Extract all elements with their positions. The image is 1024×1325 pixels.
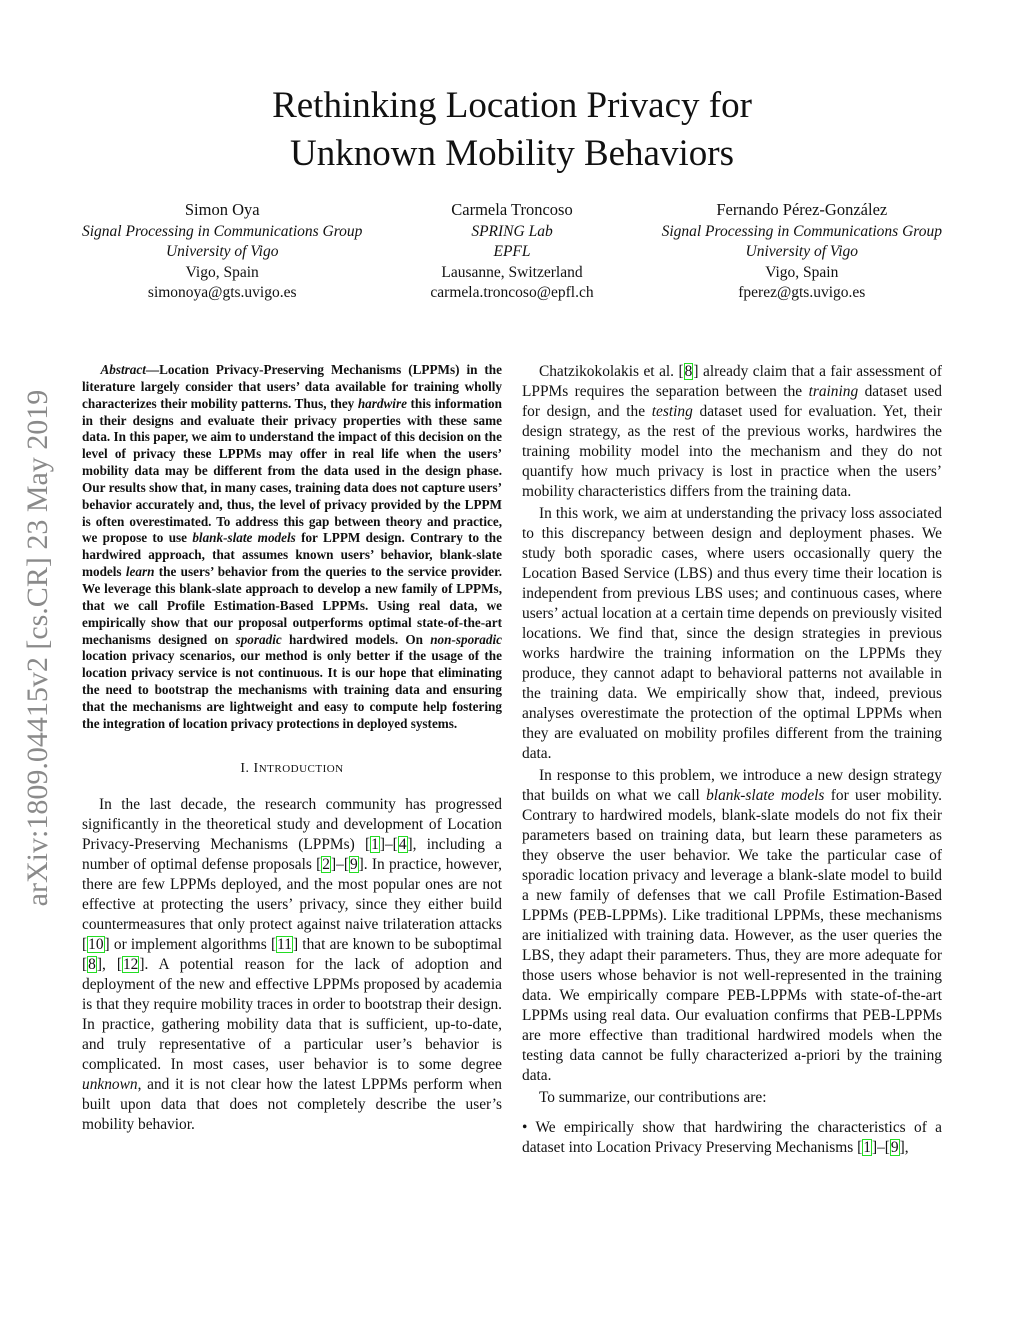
emphasis-text: blank-slate models bbox=[706, 787, 825, 804]
author-list bbox=[82, 200, 942, 304]
author-place: Lausanne, Switzerland bbox=[441, 263, 583, 281]
text-run: To summarize, our contributions are: bbox=[538, 1089, 767, 1106]
citation-link[interactable]: [1] bbox=[364, 835, 385, 853]
author-block bbox=[662, 200, 942, 304]
citation-number[interactable]: 1 bbox=[371, 835, 379, 853]
citation-number[interactable]: 4 bbox=[398, 835, 407, 853]
text-run: the users’ behavior from the queries to the service provider. We leverage this blank-slate approach to develop a new family of LPPMs, that we call Profile Estimation-Based LPPMs. Using real data, we empirically show that our proposal outperforms optimal state-of-the-art mechanisms designed on bbox=[82, 564, 503, 647]
text-run: dataset used for design, and the bbox=[522, 383, 942, 420]
right-column bbox=[522, 362, 942, 1160]
author-place: Vigo, Spain bbox=[185, 263, 259, 281]
citation-link[interactable]: [10] bbox=[82, 935, 110, 953]
citation-number[interactable]: 2 bbox=[322, 855, 330, 873]
author-name: Fernando Pérez-González bbox=[716, 200, 888, 219]
section-title-initial: I bbox=[253, 760, 259, 776]
emphasis-text: learn bbox=[125, 564, 155, 580]
citation-number[interactable]: 8 bbox=[684, 363, 693, 380]
author-group: Signal Processing in Communications Group bbox=[82, 222, 363, 240]
author-org: University of Vigo bbox=[745, 243, 859, 261]
text-run: • We empirically show that hardwiring the characteristics of a dataset into Location Privacy Preserving Mechanisms bbox=[522, 1119, 942, 1156]
text-run: . A potential reason for the lack of adoption and deployment of the new and effective LPPMs proposed by academia is that they require mobility traces in order to bootstrap their design. In practice, gathering mobility data that is sufficient, up-to-date, and truly representative of a particular user’s behavior is complicated. In most cases, user behavior is to some degree bbox=[82, 955, 502, 1073]
emphasis-text: unknown bbox=[82, 1075, 138, 1093]
citation-link[interactable]: [12] bbox=[116, 955, 145, 973]
emphasis-text: non-sporadic bbox=[430, 631, 502, 647]
text-run: Chatzikokolakis et al. bbox=[538, 363, 679, 380]
text-run: , bbox=[101, 955, 117, 973]
emphasis-text: hardwire bbox=[357, 395, 407, 411]
contribution-bullet bbox=[522, 1118, 942, 1158]
author-org: EPFL bbox=[493, 243, 531, 261]
emphasis-text: testing bbox=[651, 403, 693, 420]
title-line: Rethinking Location Privacy for bbox=[272, 85, 752, 126]
paper-title bbox=[0, 82, 1024, 178]
author-block bbox=[82, 200, 362, 304]
citation-number[interactable]: 9 bbox=[349, 855, 358, 873]
text-run: In the last decade, the research community has progressed significantly in the theoretical study and development of Location Privacy-Preserving Mechanisms (LPPMs) bbox=[82, 795, 502, 853]
author-group: Signal Processing in Communications Group bbox=[661, 222, 942, 240]
text-run: – bbox=[384, 835, 393, 853]
text-run: , bbox=[904, 1139, 909, 1156]
text-run: . In practice, however, there are few LPPMs deployed, and the most popular ones are not effective at protecting the users’ privacy, since they either build countermeasures that only protect against naive trilateration attacks bbox=[82, 855, 502, 933]
citation-link[interactable]: [2] bbox=[316, 855, 337, 873]
citation-number[interactable]: 9 bbox=[890, 1139, 899, 1156]
paragraph bbox=[522, 504, 942, 764]
title-line: Unknown Mobility Behaviors bbox=[290, 133, 734, 174]
citation-number[interactable]: 1 bbox=[863, 1139, 871, 1156]
text-run: location privacy scenarios, our method is only better if the usage of the location privacy service is not continuous. It is our hope that eliminating the need to bootstrap the mechanisms with training data and ensuring that the mechanisms are lightweight and easy to compute help fostering the integration of location privacy protections in deployed systems. bbox=[82, 648, 502, 731]
author-org: University of Vigo bbox=[165, 243, 279, 261]
author-place: Vigo, Spain bbox=[765, 263, 839, 281]
emphasis-text: sporadic bbox=[235, 631, 282, 647]
citation-link[interactable]: [4] bbox=[392, 835, 413, 853]
citation-number[interactable]: 10 bbox=[88, 935, 104, 953]
emphasis-text: blank-slate models bbox=[192, 530, 296, 546]
text-run: for user mobility. Contrary to hardwired models, blank-slate models do not fix their parameters based on training data, but learn these parameters as they observe the user behavior. We take the particular case of sporadic location privacy and leverage a blank-slate model to build a new family of defenses that we call Profile Estimation-Based LPPMs (PEB-LPPMs). Like traditional LPPMs, these mechanisms are initialized with training data. However, as the user queries the LBS, they adapt their parameters. Thus, they are more adequate for those users whose behavior is not well-represented in the training data. We empirically compare PEB-LPPMs with state-of-the-art LPPMs using real data. Our evaluation confirms that PEB-LPPMs are more effective than traditional hardwired models when the testing data cannot be fully characterized a-priori by the training data. bbox=[522, 787, 942, 1084]
author-group: SPRING Lab bbox=[471, 222, 553, 240]
text-run: this information in their designs and evaluate their privacy properties with these same data. In this paper, we aim to understand the impact of this decision on the level of privacy these LPPMs may offer in real life when the users’ mobility data may be different from the data used in the design phase. Our results show that, in many cases, training data does not capture users’ behavior accurately and, thus, the level of privacy provided by the LPPM is often overestimated. To address this gap between theory and practice, we propose to use bbox=[82, 395, 502, 546]
text-run: – bbox=[336, 855, 344, 873]
text-run: —Location Privacy-Preserving Mechanisms (LPPMs) in the literature largely consider that users’ data available for training wholly characterizes their mobility patterns. Thus, they bbox=[82, 362, 502, 411]
arxiv-identifier: arXiv:1809.04415v2 [cs.CR] 23 May 2019 bbox=[21, 389, 54, 907]
author-block bbox=[430, 200, 593, 304]
text-run: In response to this problem, we introduce a new design strategy that builds on what we call bbox=[522, 767, 942, 804]
author-email: fperez@gts.uvigo.es bbox=[738, 284, 866, 302]
text-run: , including a number of optimal defense proposals bbox=[82, 835, 502, 873]
section-title-rest: NTRODUCTION bbox=[258, 762, 344, 775]
citation-number[interactable]: 8 bbox=[88, 955, 96, 973]
left-column bbox=[82, 362, 502, 1137]
citation-link[interactable]: [8] bbox=[82, 955, 102, 973]
citation-link[interactable]: [9] bbox=[884, 1139, 905, 1156]
text-run: In this work, we aim at understanding the privacy loss associated to this discrepancy between design and deployment phases. We study both sporadic cases, where users occasionally query the Location Based Service (LBS) and thus every time their location is independent from previous LBS uses; and continuous cases, where users’ actual location at a certain time depends on previously visited locations. We find that, since the design strategies in previous works hardwire the training information on the LPPMs they produce, they cannot adapt to behavioral patterns not available in the training data. We empirically show that, indeed, previous analyses overestimate the protection of the optimal LPPMs when they are evaluated on mobility profiles different from the training data. bbox=[522, 505, 942, 762]
text-run: , and it is not clear how the latest LPPMs perform when built upon data that does not completely describe the user’s mobility behavior. bbox=[82, 1075, 502, 1133]
section-title bbox=[254, 761, 344, 776]
paragraph bbox=[82, 795, 502, 1135]
text-run: – bbox=[877, 1139, 885, 1156]
paragraph bbox=[522, 362, 942, 502]
author-name: Carmela Troncoso bbox=[451, 200, 573, 219]
citation-link[interactable]: [9] bbox=[343, 855, 364, 873]
citation-number[interactable]: 12 bbox=[122, 955, 139, 973]
citation-number[interactable]: 11 bbox=[277, 935, 292, 953]
text-run: already claim that a fair assessment of LPPMs requires the separation between the bbox=[522, 363, 942, 400]
text-run: for LPPM design. Contrary to the hardwired approach, that assumes known users’ behavior, blank-slate models bbox=[82, 530, 502, 580]
text-run: dataset used for evaluation. Yet, their design strategy, as the rest of the previous works, hardwires the training mobility model into the mechanism and they do not quantify how much privacy is lost in practice when the users’ mobility characteristics differs from the training data. bbox=[522, 403, 942, 500]
citation-link[interactable]: [8] bbox=[678, 363, 699, 380]
author-name: Simon Oya bbox=[184, 200, 260, 219]
citation-link[interactable]: [11] bbox=[270, 935, 299, 953]
text-run: or implement algorithms bbox=[109, 935, 271, 953]
emphasis-text: Abstract bbox=[100, 362, 146, 377]
section-number: I. bbox=[240, 760, 250, 776]
paragraph bbox=[522, 766, 942, 1086]
emphasis-text: training bbox=[808, 383, 859, 400]
author-email: simonoya@gts.uvigo.es bbox=[147, 284, 297, 302]
citation-link[interactable]: [1] bbox=[857, 1139, 878, 1156]
abstract bbox=[82, 362, 502, 733]
text-run: that are known to be suboptimal bbox=[298, 935, 502, 953]
paragraph bbox=[522, 1088, 942, 1108]
text-run: hardwired models. On bbox=[281, 631, 431, 647]
author-email: carmela.troncoso@epfl.ch bbox=[430, 284, 594, 302]
section-heading-introduction bbox=[82, 761, 502, 777]
